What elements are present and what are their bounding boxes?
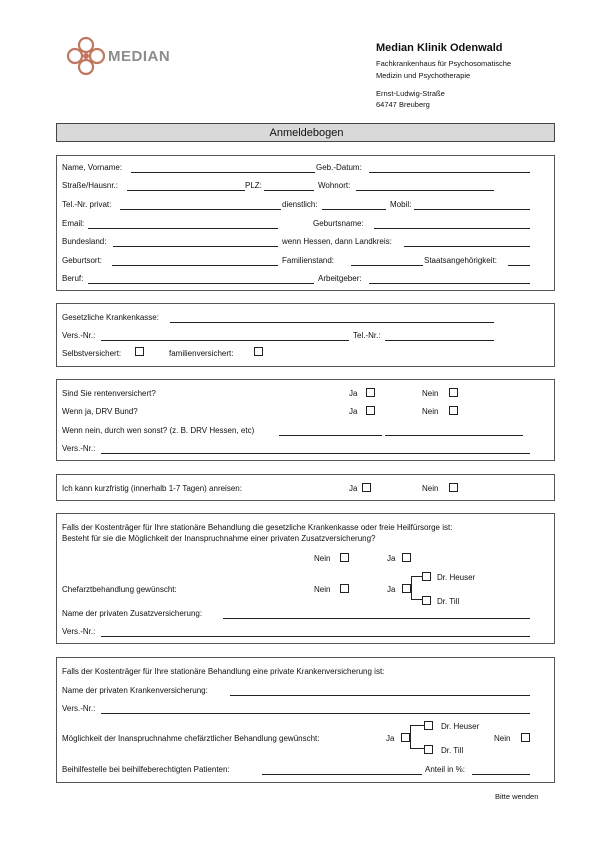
clinic-city: 64747 Breuberg bbox=[376, 100, 430, 109]
chief-no-checkbox[interactable] bbox=[340, 584, 349, 593]
city-label: Wohnort: bbox=[318, 181, 351, 190]
birth-name-label: Geburtsname: bbox=[313, 219, 364, 228]
logo-wordmark: MEDIAN bbox=[108, 48, 171, 65]
short-notice-question: Ich kann kurzfristig (innerhalb 1-7 Tagen) anreisen: bbox=[62, 484, 242, 493]
private-dr-till-label: Dr. Till bbox=[441, 746, 464, 755]
dr-heuser-checkbox[interactable] bbox=[422, 572, 431, 581]
private-dr-heuser-label: Dr. Heuser bbox=[441, 722, 480, 731]
phone-private-field[interactable] bbox=[120, 209, 281, 210]
self-insured-label: Selbstversichert: bbox=[62, 349, 122, 358]
private-chief-yes-label: Ja bbox=[386, 734, 395, 743]
insurance-phone-label: Tel.-Nr.: bbox=[353, 331, 381, 340]
private-doctor-connector bbox=[410, 725, 424, 749]
birth-name-field[interactable] bbox=[374, 228, 530, 229]
employer-field[interactable] bbox=[369, 283, 530, 284]
private-dr-till-checkbox[interactable] bbox=[424, 745, 433, 754]
dr-heuser-label: Dr. Heuser bbox=[437, 573, 476, 582]
email-label: Email: bbox=[62, 219, 85, 228]
statutory-intro-2: Besteht für sie die Möglichkeit der Inanspruchnahme einer privaten Zusatzversicherung? bbox=[62, 534, 376, 543]
insurance-phone-field[interactable] bbox=[385, 340, 494, 341]
chief-doctor-connector bbox=[411, 576, 422, 600]
supplementary-number-label: Vers.-Nr.: bbox=[62, 627, 96, 636]
aid-office-field[interactable] bbox=[262, 774, 422, 775]
name-field[interactable] bbox=[131, 172, 315, 173]
phone-private-label: Tel.-Nr. privat: bbox=[62, 200, 112, 209]
pension-number-label: Vers.-Nr.: bbox=[62, 444, 96, 453]
pension-q3: Wenn nein, durch wen sonst? (z. B. DRV Hessen, etc) bbox=[62, 426, 255, 435]
insurance-fund-field[interactable] bbox=[170, 322, 494, 323]
pension-other-field-2[interactable] bbox=[385, 435, 523, 436]
pension-q2-yes-checkbox[interactable] bbox=[366, 406, 375, 415]
private-number-field[interactable] bbox=[101, 713, 530, 714]
insurance-fund-label: Gesetzliche Krankenkasse: bbox=[62, 313, 159, 322]
family-status-field[interactable] bbox=[351, 265, 423, 266]
birth-place-field[interactable] bbox=[112, 265, 278, 266]
pension-other-field-1[interactable] bbox=[279, 435, 382, 436]
clinic-name: Median Klinik Odenwald bbox=[376, 42, 503, 54]
private-insurance-name-field[interactable] bbox=[230, 695, 530, 696]
nationality-label: Staatsangehörigkeit: bbox=[424, 256, 497, 265]
please-turn-over: Bitte wenden bbox=[495, 792, 539, 801]
nationality-field[interactable] bbox=[508, 265, 530, 266]
clinic-subtitle-2: Medizin und Psychotherapie bbox=[376, 71, 471, 80]
chief-yes-label: Ja bbox=[387, 585, 396, 594]
chief-no-label: Nein bbox=[314, 585, 331, 594]
supplementary-number-field[interactable] bbox=[101, 636, 530, 637]
mobile-field[interactable] bbox=[414, 209, 530, 210]
birth-date-label: Geb.-Datum: bbox=[316, 163, 362, 172]
pension-q2-yes-label: Ja bbox=[349, 407, 358, 416]
private-chief-no-label: Nein bbox=[494, 734, 511, 743]
state-field[interactable] bbox=[113, 246, 278, 247]
private-chief-treatment-label: Möglichkeit der Inanspruchnahme chefärztlicher Behandlung gewünscht: bbox=[62, 734, 320, 743]
pension-q1-yes-checkbox[interactable] bbox=[366, 388, 375, 397]
short-notice-no-checkbox[interactable] bbox=[449, 483, 458, 492]
employer-label: Arbeitgeber: bbox=[318, 274, 362, 283]
private-insurance-name-label: Name der privaten Krankenversicherung: bbox=[62, 686, 208, 695]
street-field[interactable] bbox=[127, 190, 245, 191]
birth-date-field[interactable] bbox=[369, 172, 530, 173]
pension-q2: Wenn ja, DRV Bund? bbox=[62, 407, 138, 416]
zip-label: PLZ: bbox=[245, 181, 262, 190]
state-label: Bundesland: bbox=[62, 237, 107, 246]
name-label: Name, Vorname: bbox=[62, 163, 123, 172]
share-label: Anteil in %: bbox=[425, 765, 466, 774]
chief-treatment-label: Chefarztbehandlung gewünscht: bbox=[62, 585, 177, 594]
birth-place-label: Geburtsort: bbox=[62, 256, 103, 265]
profession-label: Beruf: bbox=[62, 274, 84, 283]
family-insured-checkbox[interactable] bbox=[254, 347, 263, 356]
median-logo-icon bbox=[66, 36, 106, 76]
insurance-number-label: Vers.-Nr.: bbox=[62, 331, 96, 340]
pension-q1: Sind Sie rentenversichert? bbox=[62, 389, 156, 398]
clinic-street: Ernst-Ludwig-Straße bbox=[376, 89, 445, 98]
short-notice-no-label: Nein bbox=[422, 484, 439, 493]
mobile-label: Mobil: bbox=[390, 200, 412, 209]
zip-field[interactable] bbox=[264, 190, 314, 191]
insurance-number-field[interactable] bbox=[101, 340, 349, 341]
pension-q2-no-checkbox[interactable] bbox=[449, 406, 458, 415]
form-title-bar bbox=[56, 123, 555, 142]
private-chief-yes-checkbox[interactable] bbox=[401, 733, 410, 742]
supplementary-yes-checkbox[interactable] bbox=[402, 553, 411, 562]
private-supplementary-name-field[interactable] bbox=[223, 618, 530, 619]
dr-till-checkbox[interactable] bbox=[422, 596, 431, 605]
pension-q2-no-label: Nein bbox=[422, 407, 439, 416]
pension-q1-yes-label: Ja bbox=[349, 389, 358, 398]
pension-q1-no-checkbox[interactable] bbox=[449, 388, 458, 397]
self-insured-checkbox[interactable] bbox=[135, 347, 144, 356]
family-status-label: Familienstand: bbox=[282, 256, 335, 265]
statutory-intro-1: Falls der Kostenträger für Ihre stationäre Behandlung die gesetzliche Krankenkasse oder freie Heilfürsorge ist: bbox=[62, 523, 453, 532]
phone-work-field[interactable] bbox=[322, 209, 386, 210]
district-label: wenn Hessen, dann Landkreis: bbox=[282, 237, 392, 246]
family-insured-label: familienversichert: bbox=[169, 349, 234, 358]
form-title: Anmeldebogen bbox=[269, 127, 344, 139]
pension-q1-no-label: Nein bbox=[422, 389, 439, 398]
email-field[interactable] bbox=[88, 228, 278, 229]
profession-field[interactable] bbox=[88, 283, 314, 284]
short-notice-yes-checkbox[interactable] bbox=[362, 483, 371, 492]
short-notice-yes-label: Ja bbox=[349, 484, 358, 493]
street-label: Straße/Hausnr.: bbox=[62, 181, 119, 190]
share-field[interactable] bbox=[472, 774, 530, 775]
district-field[interactable] bbox=[404, 246, 530, 247]
dr-till-label: Dr. Till bbox=[437, 597, 460, 606]
phone-work-label: dienstlich: bbox=[282, 200, 318, 209]
clinic-subtitle-1: Fachkrankenhaus für Psychosomatische bbox=[376, 59, 512, 68]
pension-number-field[interactable] bbox=[101, 453, 530, 454]
supplementary-no-label: Nein bbox=[314, 554, 331, 563]
aid-office-label: Beihilfestelle bei beihilfeberechtigten Patienten: bbox=[62, 765, 230, 774]
chief-yes-checkbox[interactable] bbox=[402, 584, 411, 593]
city-field[interactable] bbox=[356, 190, 494, 191]
private-dr-heuser-checkbox[interactable] bbox=[424, 721, 433, 730]
supplementary-no-checkbox[interactable] bbox=[340, 553, 349, 562]
private-intro: Falls der Kostenträger für Ihre stationäre Behandlung eine private Krankenversicherung ist: bbox=[62, 667, 385, 676]
private-chief-no-checkbox[interactable] bbox=[521, 733, 530, 742]
supplementary-yes-label: Ja bbox=[387, 554, 396, 563]
personal-section bbox=[56, 155, 555, 291]
private-supplementary-name-label: Name der privaten Zusatzversicherung: bbox=[62, 609, 203, 618]
private-number-label: Vers.-Nr.: bbox=[62, 704, 96, 713]
